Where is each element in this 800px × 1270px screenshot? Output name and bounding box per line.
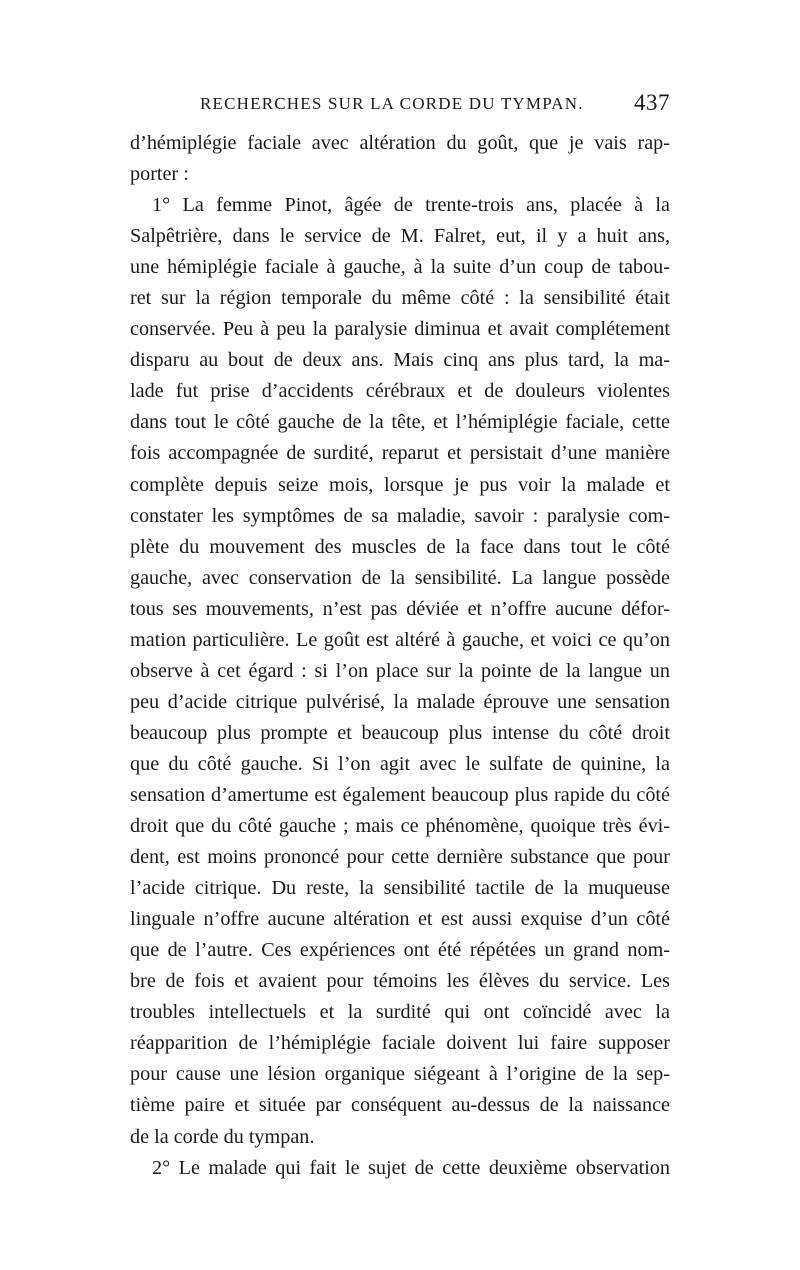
text-line: réapparition de l’hémiplégie faciale doivent lui faire supposer [130, 1032, 670, 1055]
running-title: RECHERCHES SUR LA CORDE DU TYMPAN. [200, 94, 584, 113]
text-line: dent, est moins prononcé pour cette dernière substance que pour [130, 846, 670, 869]
text-line: tous ses mouvements, n’est pas déviée et n’offre aucune défor- [130, 597, 670, 620]
text-line: mation particulière. Le goût est altéré à gauche, et voici ce qu’on [130, 628, 670, 651]
text-line: l’acide citrique. Du reste, la sensibilité tactile de la muqueuse [130, 877, 670, 900]
text-line: tième paire et située par conséquent au-dessus de la naissance [130, 1094, 670, 1117]
text-line: lade fut prise d’accidents cérébraux et de douleurs violentes [130, 380, 670, 403]
running-head [130, 90, 670, 122]
text-line: complète depuis seize mois, lorsque je pus voir la malade et [130, 473, 670, 496]
text-line: dans tout le côté gauche de la tête, et l’hémiplégie faciale, cette [130, 411, 670, 434]
text-line: beaucoup plus prompte et beaucoup plus intense du côté droit [130, 721, 670, 744]
text-line: observe à cet égard : si l’on place sur la pointe de la langue un [130, 659, 670, 682]
text-line: que de l’autre. Ces expériences ont été répétées un grand nom- [130, 939, 670, 962]
page-number: 437 [634, 90, 670, 115]
text-line: de la corde du tympan. [130, 1125, 315, 1148]
text-line: peu d’acide citrique pulvérisé, la malade éprouve une sensation [130, 690, 670, 713]
text-line: d’hémiplégie faciale avec altération du goût, que je vais rap- [130, 132, 670, 154]
text-line: linguale n’offre aucune altération et est aussi exquise d’un côté [130, 908, 670, 931]
text-line: sensation d’amertume est également beaucoup plus rapide du côté [130, 783, 670, 806]
text-line: troubles intellectuels et la surdité qui ont coïncidé avec la [130, 1001, 670, 1024]
text-line: fois accompagnée de surdité, reparut et persistait d’une manière [130, 442, 670, 465]
text-line: constater les symptômes de sa maladie, savoir : paralysie com- [130, 504, 670, 527]
text-line: droit que du côté gauche ; mais ce phénomène, quoique très évi- [130, 815, 670, 838]
text-line: pour cause une lésion organique siégeant à l’origine de la sep- [130, 1063, 670, 1086]
text-line: gauche, avec conservation de la sensibilité. La langue possède [130, 566, 670, 589]
text-line: Salpêtrière, dans le service de M. Falret, eut, il y a huit ans, [130, 225, 670, 248]
text-line: disparu au bout de deux ans. Mais cinq ans plus tard, la ma- [130, 349, 670, 372]
text-line: ret sur la région temporale du même côté : la sensibilité était [130, 287, 670, 310]
text-line: une hémiplégie faciale à gauche, à la suite d’un coup de tabou- [130, 256, 670, 279]
text-line: conservée. Peu à peu la paralysie diminua et avait complétement [130, 318, 670, 341]
paragraph-start-line: 2° Le malade qui fait le sujet de cette deuxième observation [152, 1156, 670, 1179]
body-text [130, 128, 670, 1184]
text-line: que du côté gauche. Si l’on agit avec le sulfate de quinine, la [130, 752, 670, 775]
text-line: plète du mouvement des muscles de la face dans tout le côté [130, 535, 670, 558]
paragraph-start-line: 1° La femme Pinot, âgée de trente-trois ans, placée à la [152, 194, 670, 217]
text-line: bre de fois et avaient pour témoins les élèves du service. Les [130, 970, 670, 993]
text-line: porter : [130, 163, 189, 186]
